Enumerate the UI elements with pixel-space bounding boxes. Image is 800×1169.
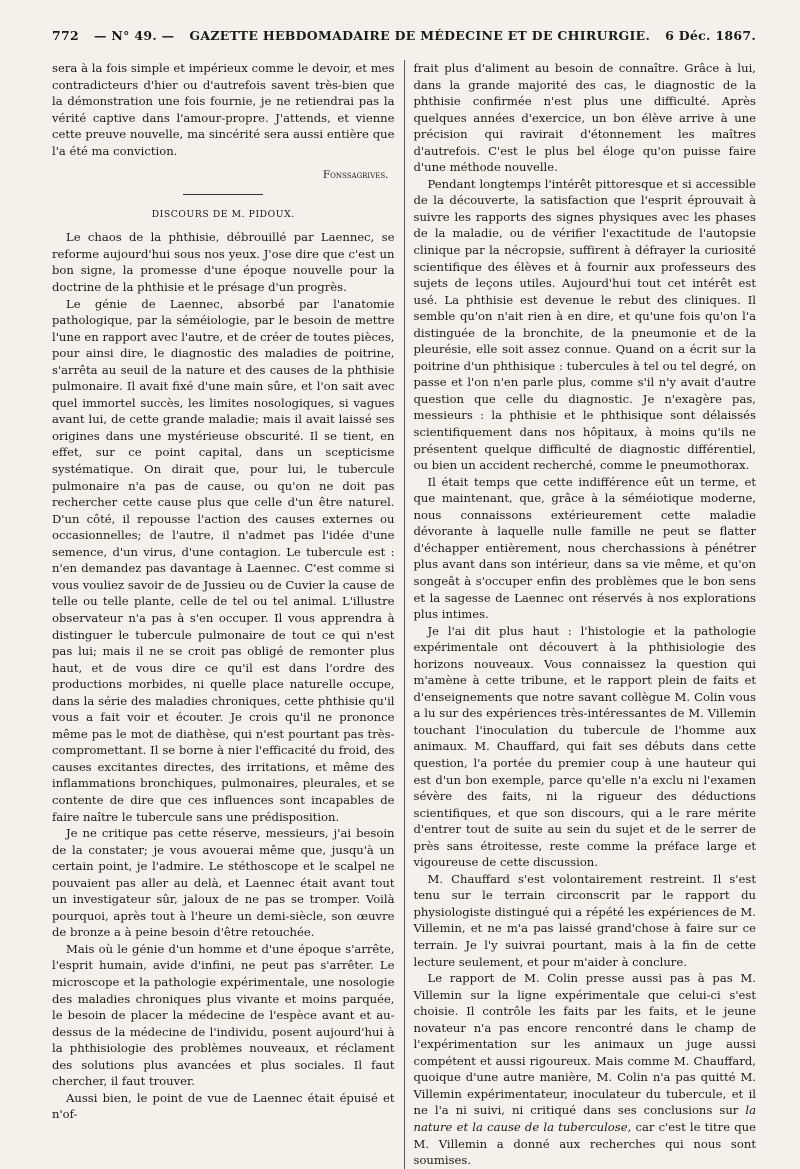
- last-paragraph-end: , car c'est le titre que M. Villemin a donné aux recherches qui nous sont soumises.: [413, 1120, 756, 1168]
- italic-title: la nature et la cause de la tuberculose: [413, 1103, 756, 1134]
- columns: [52, 60, 756, 1169]
- section-divider: [183, 194, 263, 195]
- paragraph: Le génie de Laennec, absorbé par l'anatomie pathologique, par la séméiologie, par le besoin de mettre l'une en rapport avec l'autre, et de créer de toutes pièces, pour ainsi dire, le diagnostic des maladies de poitrine, s'arrêta au seuil de la nature et des causes de la phthisie pulmonaire. Il avait fixé d'une main sûre, et l'on sait avec quel immortel succès, les limites nosologiques, si vagues avant lui, de cette grande maladie; mais il avait laissé ses origines dans une mystérieuse obscurité. Il se tient, en effet, sur ce point capital, dans un scepticisme systématique. On dirait que, pour lui, le tubercule pulmonaire n'a pas de cause, ou qu'on ne doit pas rechercher cette cause plus que celle d'un être naturel. D'un côté, il repousse l'action des causes externes ou occasionnelles; de l'autre, il n'admet pas l'idée d'une semence, d'un virus, d'une contagion. Le tubercule est : n'en demandez pas davantage à Laennec. C'est comme si vous vouliez savoir de de Jussieu ou de Cuvier la cause de telle ou telle plante, celle de tel ou tel animal. L'illustre observateur n'a pas à s'en occuper. Il vous apprendra à distinguer le tubercule pulmonaire de tout ce qui n'est pas lui; mais il ne se croit pas obligé de remonter plus haut, et de vous dire ce qu'il est dans l'ordre des productions morbides, ni quelle place naturelle occupe, dans la série des maladies chroniques, cette phthisie qu'il vous a fait voir et écouter. Je crois qu'il ne prononce même pas le mot de diathèse, qui n'est pourtant pas très-compromettant. Il se borne à nier l'efficacité du froid, des causes excitantes directes, des irritations, et même des inflammations bronchiques, pulmonaires, pleurales, et se contente de dire que ces influences sont incapables de faire naître le tubercule sans une prédisposition.: [52, 296, 395, 824]
- paragraph: Je ne critique pas cette réserve, messieurs, j'ai besoin de la constater; je vous avouerai même que, jusqu'à un certain point, je l'admire. Le stéthoscope et le scalpel ne pouvaient pas aller au delà, et Laennec était avant tout un investigateur sûr, jaloux de ne pas se tromper. Voilà pourquoi, après tout à l'heure un demi-siècle, son œuvre de bronze a à peine besoin d'être retouchée.: [52, 826, 395, 940]
- last-paragraph-start: Le rapport de M. Colin presse aussi pas à pas M. Villemin sur la ligne expérimentale que celui-ci s'est choisie. Il contrôle les faits par les faits, et le jeune novateur n'a pas encore rencontré dans le champ de l'expérimentation sur les animaux un juge aussi compétent et aussi rigoureux. Mais comme M. Chauffard, quoique d'une autre manière, M. Colin n'a pas quitté M. Villemin expérimentateur, inoculateur du tubercule, et il ne l'a ni suivi, ni critiqué dans ses conclusions sur: [413, 971, 756, 1118]
- continuation-paragraph: frait plus d'aliment au besoin de connaître. Grâce à lui, dans la grande majorité des cas, le diagnostic de la phthisie confirmée n'est plus une difficulté. Après quelques années d'exercice, un bon élève arrive à une précision qui ravirait d'étonnement les maîtres d'autrefois. C'est le plus bel éloge qu'on puisse faire d'une méthode nouvelle.: [413, 61, 756, 175]
- signature: Fonssagrives.: [322, 169, 389, 182]
- page-header: [52, 28, 756, 50]
- paragraph: M. Chauffard s'est volontairement restreint. Il s'est tenu sur le terrain circonscrit par le rapport du physiologiste distingué qui a répété les expériences de M. Villemin, et ne m'a pas laissé grand'chose à faire sur ce terrain. Je l'y suivrai pourtant, mais à la fin de cette lecture seulement, et pour m'aider à conclure.: [413, 871, 756, 969]
- last-paragraph: [414, 970, 757, 1169]
- paragraph: Mais où le génie d'un homme et d'une époque s'arrête, l'esprit humain, avide d'infini, ne peut pas s'arrêter. Le microscope et la pathologie expérimentale, une nosologie des maladies chroniques plus vivante et moins parquée, le besoin de placer la médecine de l'espèce avant et au-dessus de la médecine de l'individu, posent aujourd'hui à la phthisiologie des problèmes nouveaux, et réclament des solutions plus avancées et plus sociales. Il faut chercher, il faut trouver.: [52, 941, 395, 1089]
- paragraph: Il était temps que cette indifférence eût un terme, et que maintenant, que, grâce à la séméiotique moderne, nous connaissons extérieurement cette maladie dévorante à laquelle nulle famille ne peut se flatter d'échapper entièrement, nous cherchassions à pénétrer plus avant dans son intérieur, dans sa vie même, et qu'on songeât à s'occuper enfin des problèmes que le bon sens et la sagesse de Laennec ont réservés à nos explorations plus intimes.: [413, 474, 756, 622]
- section-title: DISCOURS DE M. PIDOUX.: [151, 208, 295, 220]
- issue-number: — N° 49. —: [93, 28, 175, 43]
- journal-title: GAZETTE HEBDOMADAIRE DE MÉDECINE ET DE CHIRURGIE.: [189, 28, 651, 43]
- paragraph: Pendant longtemps l'intérêt pittoresque et si accessible de la découverte, la satisfaction que l'esprit éprouvait à suivre les rapports des signes physiques avec les phases de la maladie, ou de vérifier l'exactitude de l'autopsie clinique par la nécropsie, suffirent à défrayer la curiosité scientifique des élèves et à fournir aux professeurs des sujets de leçons utiles. Aujourd'hui tout cet intérêt est usé. La phthisie est devenue le rebut des cliniques. Il semble qu'on n'ait rien à en dire, et qu'une fois qu'on l'a distinguée de la bronchite, de la pneumonie et de la pleurésie, elle soit assez connue. Quand on a écrit sur la poitrine d'un phthisique : tubercules à tel ou tel degré, on passe et l'on n'en parle plus, comme s'il n'y avait d'autre question que celle du diagnostic. Je n'exagère pas, messieurs : la phthisie et le phthisique sont délaissés scientifiquement dans nos hôpitaux, à moins qu'ils ne présentent quelque difficulté de diagnostic différentiel, ou bien un accident recherché, comme le pneumothorax.: [413, 176, 756, 473]
- page-number: 772: [52, 28, 79, 43]
- left-column: [52, 60, 404, 1169]
- paragraph: Le chaos de la phthisie, débrouillé par Laennec, se reforme aujourd'hui sous nos yeux. J'ose dire que c'est un bon signe, la promesse d'une époque nouvelle pour la doctrine de la phthisie et le présage d'un progrès.: [52, 230, 395, 295]
- paragraph: Aussi bien, le point de vue de Laennec était épuisé et n'of-: [52, 1090, 395, 1122]
- intro-paragraph: sera à la fois simple et impérieux comme le devoir, et mes contradicteurs d'hier ou d'autrefois savent très-bien que la démonstration une fois fournie, je ne retiendrai pas la vérité captive dans l'amour-propre. J'attends, et vienne cette preuve nouvelle, ma sincérité sera aussi entière que l'a été ma conviction.: [52, 61, 395, 158]
- issue-date: 6 Déc. 1867.: [665, 28, 756, 43]
- right-column: [404, 60, 757, 1169]
- paragraph: Je l'ai dit plus haut : l'histologie et la pathologie expérimentale ont découvert à la phthisiologie des horizons nouveaux. Vous connaissez la question qui m'amène à cette tribune, et le rapport plein de faits et d'enseignements que notre savant collègue M. Colin vous a lu sur des expériences très-intéressantes de M. Villemin touchant l'inoculation du tubercule de l'homme aux animaux. M. Chauffard, qui fait ses débuts dans cette question, l'a portée du premier coup à une hauteur qui est d'un bon exemple, parce qu'elle n'a exclu ni l'examen sévère des faits, ni la rigueur des déductions scientifiques, et que son discours, qui a le rare mérite d'entrer tout de suite au sein du sujet et de le serrer de près sans étroitesse, reste comme la préface large et vigoureuse de cette discussion.: [413, 623, 756, 870]
